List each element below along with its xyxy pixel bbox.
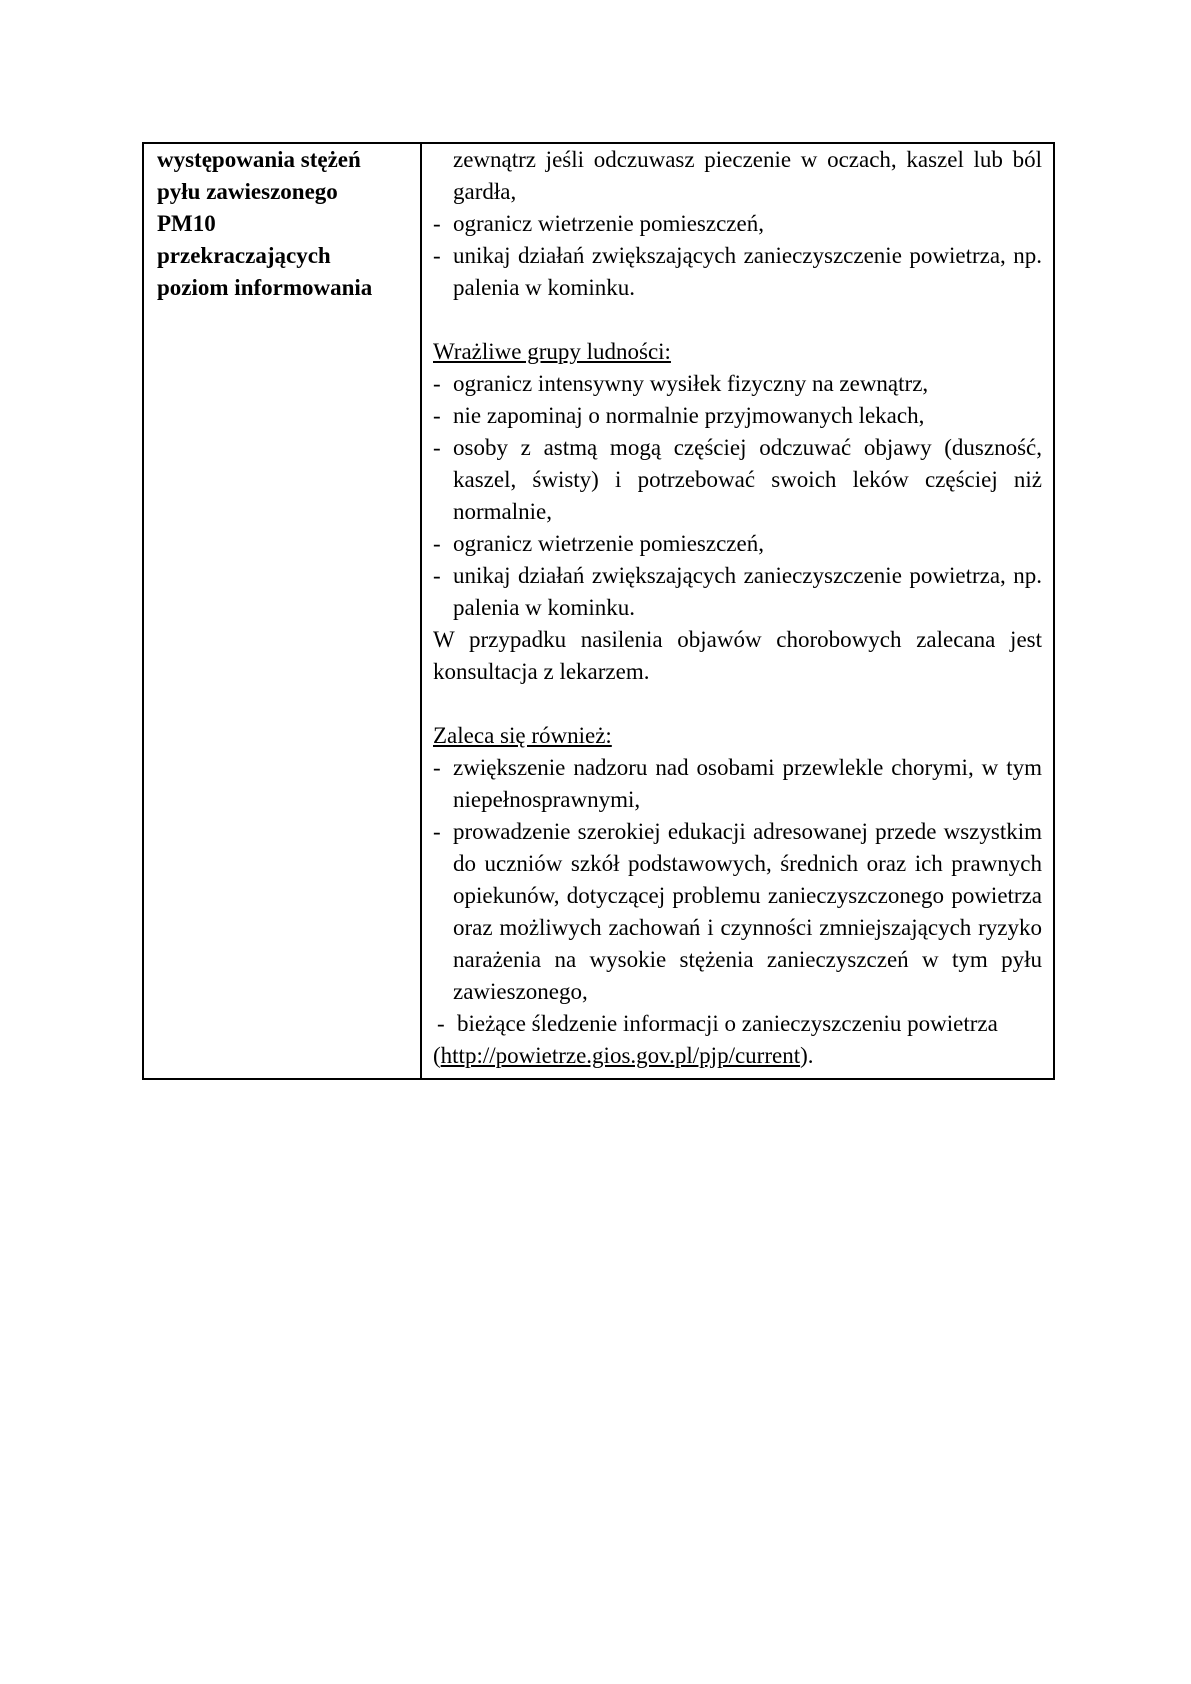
list-item — [433, 240, 1042, 304]
link-open-paren: ( — [433, 1043, 441, 1068]
list-item-text: ogranicz wietrzenie pomieszczeń, — [453, 211, 764, 236]
spacer — [433, 304, 1042, 336]
table-row — [143, 143, 1054, 1079]
row-label-line: PM10 — [157, 211, 216, 236]
recommendations-heading: Zaleca się również: — [433, 723, 612, 748]
list-item-text: bieżące śledzenie informacji o zanieczyszczeniu powietrza — [457, 1011, 998, 1036]
row-label-line: przekraczających — [157, 243, 331, 268]
list-item-text: osoby z astmą mogą częściej odczuwać objawy (duszność, kaszel, świsty) i potrzebować swoich leków częściej niż normalnie, — [453, 435, 1042, 524]
list-item — [433, 1008, 1042, 1040]
list-item — [433, 528, 1042, 560]
list-item-text: unikaj działań zwiększających zanieczyszczenie powietrza, np. palenia w kominku. — [453, 563, 1042, 620]
list-item-text: unikaj działań zwiększających zanieczyszczenie powietrza, np. palenia w kominku. — [453, 243, 1042, 300]
list-item-text: zwiększenie nadzoru nad osobami przewlekle chorymi, w tym niepełnosprawnymi, — [453, 755, 1042, 812]
list-item — [433, 560, 1042, 624]
bullet-dash: - — [433, 371, 441, 396]
list-item-text: ogranicz intensywny wysiłek fizyczny na zewnątrz, — [453, 371, 929, 396]
link-line — [433, 1040, 1042, 1072]
list-item-text: nie zapominaj o normalnie przyjmowanych lekach, — [453, 403, 925, 428]
air-quality-link[interactable]: http://powietrze.gios.gov.pl/pjp/current — [440, 1043, 801, 1068]
sensitive-groups-heading: Wrażliwe grupy ludności: — [433, 339, 671, 364]
list-item-text: prowadzenie szerokiej edukacji adresowanej przede wszystkim do uczniów szkół podstawowych, średnich oraz ich prawnych opiekunów, dotyczącej problemu zanieczyszczonego powietrza oraz możliwych zachowań i czynności zmniejszających ryzyko narażenia na wysokie stężenia zanieczyszczeń w tym pyłu zawieszonego, — [453, 819, 1042, 1004]
bullet-dash: - — [433, 435, 441, 460]
bullet-dash: - — [433, 531, 441, 556]
row-label-cell — [143, 143, 421, 1079]
spacer — [433, 688, 1042, 720]
list-item — [433, 400, 1042, 432]
bullet-dash: - — [433, 403, 441, 428]
bullet-dash: - — [433, 755, 441, 780]
list-item — [433, 752, 1042, 816]
bullet-dash: - — [437, 1011, 445, 1036]
row-label-line: poziom informowania — [157, 275, 373, 300]
row-label-line: pyłu zawieszonego — [157, 179, 338, 204]
list-item — [433, 816, 1042, 1008]
info-table — [142, 142, 1055, 1080]
bullet-dash: - — [433, 243, 441, 268]
continuation-text: zewnątrz jeśli odczuwasz pieczenie w oczach, kaszel lub ból gardła, — [453, 147, 1042, 204]
list-item-text: ogranicz wietrzenie pomieszczeń, — [453, 531, 764, 556]
link-close-paren: ). — [800, 1043, 814, 1068]
bullet-dash: - — [433, 819, 441, 844]
consultation-note: W przypadku nasilenia objawów chorobowych zalecana jest konsultacja z lekarzem. — [433, 627, 1042, 684]
row-label-line: występowania stężeń — [157, 147, 361, 172]
list-item — [433, 208, 1042, 240]
list-item — [433, 368, 1042, 400]
bullet-dash: - — [433, 563, 441, 588]
list-item — [433, 432, 1042, 528]
row-content-cell — [421, 143, 1054, 1079]
bullet-dash: - — [433, 211, 441, 236]
